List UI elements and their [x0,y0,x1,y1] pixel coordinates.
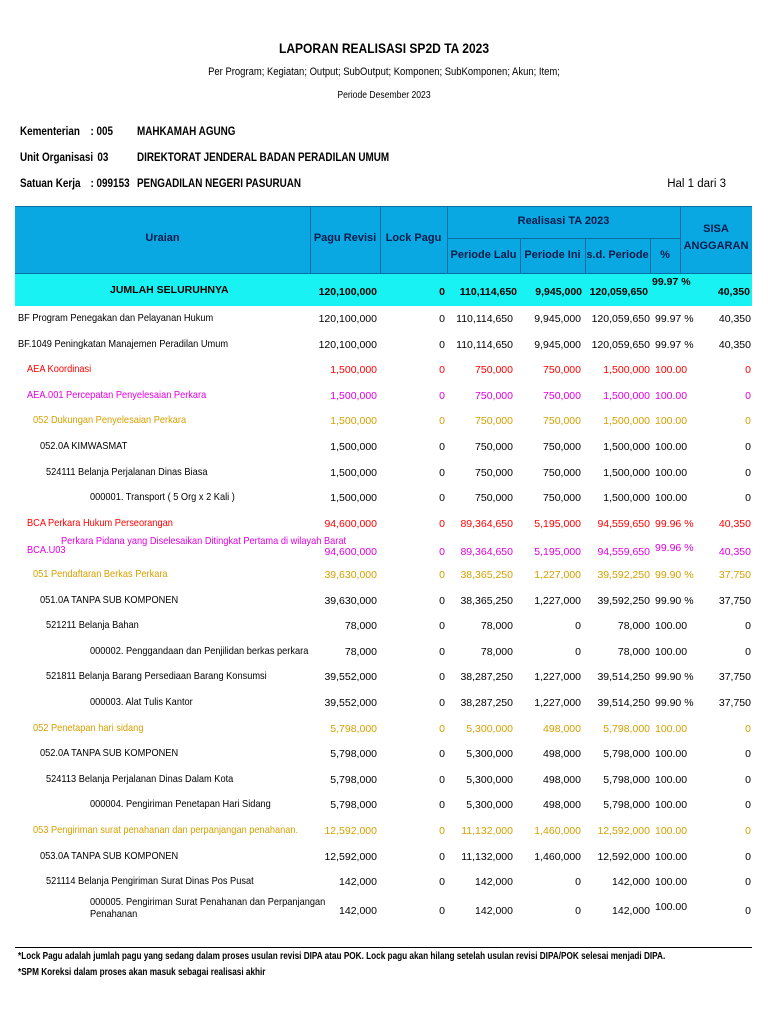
row-lock: 0 [439,441,445,453]
row-pct: 100.00 [655,825,688,837]
footnote-lock-pagu: *Lock Pagu adalah jumlah pagu yang sedang dalam proses usulan revisi DIPA atau POK. Lock pagu akan hilang setelah usulan revisi DIPA/POK selesai menjadi DIPA. [18,951,666,962]
row-lock: 0 [439,620,445,633]
row-ini: 1,460,000 [534,825,581,837]
row-sd: 1,500,000 [603,389,650,402]
row-sd: 120,059,650 [591,338,650,351]
row-sd: 39,514,250 [597,671,650,684]
row-ini: 498,000 [543,799,581,812]
row-ini: 498,000 [543,722,581,735]
row-sd: 39,514,250 [597,697,650,709]
table-row [0,535,768,563]
row-pagu: 5,798,000 [330,773,377,786]
row-uraian: AEA.001 Percepatan Penyelesaian Perkara [27,388,207,401]
row-lalu: 750,000 [475,441,513,453]
row-sisa: 0 [745,825,751,837]
header-sd-periode: s.d. Periode [586,249,649,261]
row-sisa: 0 [745,645,751,658]
row-lalu: 750,000 [475,364,513,377]
row-uraian: 053.0A TANPA SUB KOMPONEN [40,849,179,862]
row-lock: 0 [439,364,445,377]
report-title: LAPORAN REALISASI SP2D TA 2023 [278,40,490,56]
table-row [0,309,768,333]
row-lalu: 142,000 [475,904,513,917]
row-ini: 5,195,000 [534,517,581,530]
row-sisa: 0 [745,364,751,377]
row-sd: 1,500,000 [603,415,650,428]
header-uraian: Uraian [145,232,180,244]
header-pagu-revisi: Pagu Revisi [313,232,377,244]
row-lalu: 38,365,250 [460,569,513,581]
row-sisa: 0 [745,876,751,889]
row-lalu: 5,300,000 [466,773,513,786]
row-uraian: 052 Penetapan hari sidang [33,721,144,734]
row-pagu: 5,798,000 [330,722,377,735]
total-lalu: 110,114,650 [459,286,517,298]
row-pagu: 39,552,000 [324,697,377,709]
report-period: Periode Desember 2023 [337,90,431,101]
kementerian-name: MAHKAMAH AGUNG [136,126,236,138]
row-pct: 99.90 % [655,671,694,684]
row-ini: 0 [575,876,581,889]
total-sd: 120,059,650 [589,286,648,298]
row-sisa: 0 [745,850,751,863]
row-ini: 0 [575,620,581,633]
header-periode-lalu: Periode Lalu [450,249,517,261]
row-pagu: 39,630,000 [324,569,377,581]
row-lock: 0 [439,415,445,428]
row-pct: 99.96 % [655,542,694,555]
row-sisa: 0 [745,620,751,633]
row-pagu: 12,592,000 [324,825,377,837]
row-pagu: 5,798,000 [330,748,377,761]
table-row [0,872,768,896]
header-realisasi: Realisasi TA 2023 [517,215,610,227]
table-row [0,591,768,615]
unit-name: DIREKTORAT JENDERAL BADAN PERADILAN UMUM [136,152,390,164]
row-lalu: 89,364,650 [460,546,513,559]
row-sisa: 40,350 [718,313,751,325]
row-sisa: 0 [745,441,751,453]
header-sisa: SISA [703,223,729,235]
row-sd: 78,000 [617,645,650,658]
row-pct: 100.00 [655,722,688,735]
row-pagu: 78,000 [344,645,377,658]
row-sd: 1,500,000 [603,364,650,377]
total-sisa: 40,350 [717,286,750,298]
row-lalu: 38,365,250 [460,594,513,607]
table-row [0,565,768,589]
row-sd: 142,000 [612,904,650,917]
table-row [0,895,768,922]
report-subtitle: Per Program; Kegiatan; Output; SubOutput; Komponen; SubKomponen; Akun; Item; [208,66,560,78]
row-uraian: 524113 Belanja Perjalanan Dinas Dalam Kota [46,772,234,785]
row-pagu: 142,000 [339,876,377,889]
table-row [0,744,768,768]
row-ini: 1,227,000 [534,569,581,581]
row-pct: 100.00 [655,441,688,453]
row-uraian: 521811 Belanja Barang Persediaan Barang Konsumsi [46,670,267,683]
row-ini: 0 [575,645,581,658]
row-ini: 750,000 [543,492,581,505]
table-row [0,335,768,359]
row-sisa: 0 [745,389,751,402]
row-uraian: 521211 Belanja Bahan [46,619,139,632]
row-pagu: 1,500,000 [330,466,377,479]
row-lock: 0 [439,748,445,761]
row-sisa: 37,750 [718,697,751,709]
table-row [0,719,768,743]
table-row [0,770,768,794]
row-pct: 99.90 % [655,594,694,607]
unit-code: 03 [97,152,109,164]
row-pagu: 5,798,000 [330,799,377,812]
row-lock: 0 [439,876,445,889]
row-sd: 94,559,650 [597,546,650,559]
row-lock: 0 [439,517,445,530]
row-pct: 100.00 [655,364,688,377]
row-pct: 99.97 % [655,338,694,351]
total-pagu: 120,100,000 [318,286,377,298]
row-lock: 0 [439,799,445,812]
row-sd: 1,500,000 [603,492,650,505]
table-row [0,667,768,691]
header-percent: % [660,249,670,261]
row-sisa: 40,350 [718,546,751,559]
table-row [0,821,768,845]
row-ini: 750,000 [543,466,581,479]
row-pct: 100.00 [655,850,688,863]
row-lalu: 78,000 [480,645,513,658]
row-sisa: 40,350 [718,338,751,351]
row-ini: 9,945,000 [534,313,581,325]
header-lock-pagu: Lock Pagu [385,232,442,244]
row-pagu: 1,500,000 [330,492,377,505]
total-row [15,274,752,306]
row-ini: 0 [575,904,581,917]
page-indicator: Hal 1 dari 3 [667,178,726,190]
row-lalu: 5,300,000 [466,722,513,735]
row-uraian: BF Program Penegakan dan Pelayanan Hukum [18,312,214,324]
row-pct: 100.00 [655,389,688,402]
row-ini: 1,460,000 [534,850,581,863]
row-pct: 100.00 [655,799,688,812]
row-lock: 0 [439,546,445,559]
row-lalu: 11,132,000 [461,850,513,863]
row-uraian: 052.0A KIMWASMAT [40,440,128,452]
table-row [0,386,768,410]
row-sd: 142,000 [612,876,650,889]
row-lock: 0 [439,492,445,505]
row-sd: 5,798,000 [603,799,650,812]
row-uraian: AEA Koordinasi [27,363,92,376]
total-label: JUMLAH SELURUHNYA [110,284,229,296]
row-pct: 99.97 % [655,313,694,325]
total-lock: 0 [439,286,445,298]
row-pagu: 39,630,000 [324,594,377,607]
row-sisa: 37,750 [718,671,751,684]
row-uraian: 000005. Pengiriman Surat Penahanan dan Perpanjangan Penahanan [90,895,326,920]
total-ini: 9,945,000 [535,286,582,298]
row-uraian: 052 Dukungan Penyelesaian Perkara [33,414,187,427]
row-pagu: 142,000 [339,904,377,917]
row-ini: 750,000 [543,415,581,428]
row-lock: 0 [439,671,445,684]
row-lock: 0 [439,389,445,402]
row-lalu: 5,300,000 [466,748,513,761]
satker-name: PENGADILAN NEGERI PASURUAN [136,178,302,190]
row-uraian: 000003. Alat Tulis Kantor [90,696,193,708]
row-lalu: 750,000 [475,466,513,479]
row-ini: 1,227,000 [534,594,581,607]
row-pct: 99.96 % [655,517,694,530]
row-ini: 750,000 [543,441,581,453]
row-lalu: 5,300,000 [466,799,513,812]
row-lock: 0 [439,773,445,786]
table-row [0,693,768,717]
row-pct: 100.00 [655,492,688,505]
row-lock: 0 [439,313,445,325]
row-pct: 100.00 [655,620,688,633]
row-lalu: 750,000 [475,389,513,402]
row-pagu: 12,592,000 [324,850,377,863]
row-ini: 498,000 [543,773,581,786]
row-sd: 12,592,000 [597,825,650,837]
row-sd: 1,500,000 [603,441,650,453]
row-sisa: 0 [745,904,751,917]
row-pct: 100.00 [655,773,688,786]
row-sisa: 37,750 [718,594,751,607]
row-sisa: 0 [745,722,751,735]
row-sd: 39,592,250 [597,594,650,607]
table-row [0,795,768,819]
row-lalu: 750,000 [475,492,513,505]
row-sd: 5,798,000 [603,722,650,735]
row-lalu: 38,287,250 [460,671,513,684]
row-pagu: 94,600,000 [324,546,377,559]
row-pagu: 120,100,000 [318,313,377,325]
row-lock: 0 [439,697,445,709]
row-pct: 100.00 [655,645,688,658]
table-row [0,463,768,487]
row-sd: 78,000 [617,620,650,633]
satker-label: Satuan Kerja [20,178,81,190]
row-sisa: 0 [745,799,751,812]
row-pagu: 39,552,000 [324,671,377,684]
row-uraian: BCA.U03 [27,544,66,557]
row-uraian: BF.1049 Peningkatan Manajemen Peradilan Umum [18,337,229,350]
row-pagu: 1,500,000 [330,364,377,377]
table-row [0,437,768,461]
row-sd: 39,592,250 [597,569,650,581]
row-lock: 0 [439,338,445,351]
row-lock: 0 [439,850,445,863]
row-ini: 498,000 [543,748,581,761]
row-uraian: 052.0A TANPA SUB KOMPONEN [40,747,179,760]
row-pct: 99.90 % [655,569,694,581]
satker-code: : 099153 [90,178,130,190]
footnote-spm: *SPM Koreksi dalam proses akan masuk sebagai realisasi akhir [18,967,266,978]
row-ini: 750,000 [543,389,581,402]
row-ini: 5,195,000 [534,546,581,559]
kementerian-label: Kementerian [20,126,80,138]
row-lock: 0 [439,722,445,735]
table-row [0,360,768,384]
row-pct: 100.00 [655,415,688,428]
row-lalu: 142,000 [475,876,513,889]
row-pct: 100.00 [655,900,688,913]
row-sd: 5,798,000 [603,773,650,786]
row-sd: 1,500,000 [603,466,650,479]
row-uraian: 051 Pendaftaran Berkas Perkara [33,568,168,580]
kementerian-code: : 005 [90,126,114,138]
row-uraian: 051.0A TANPA SUB KOMPONEN [40,593,179,606]
row-lock: 0 [439,825,445,837]
row-uraian: 521114 Belanja Pengiriman Surat Dinas Pos Pusat [46,875,254,888]
row-lock: 0 [439,569,445,581]
row-pagu: 94,600,000 [324,517,377,530]
total-pct: 99.97 % [652,276,691,288]
row-pagu: 1,500,000 [330,441,377,453]
header-anggaran: ANGGARAN [683,240,749,252]
row-sd: 12,592,000 [597,850,650,863]
row-ini: 9,945,000 [534,338,581,351]
row-uraian: 000002. Penggandaan dan Penjilidan berkas perkara [90,644,309,657]
row-pagu: 1,500,000 [330,389,377,402]
row-uraian: BCA Perkara Hukum Perseorangan [27,516,173,529]
row-lalu: 38,287,250 [460,697,513,709]
header-periode-ini: Periode Ini [524,249,581,261]
row-sisa: 0 [745,466,751,479]
unit-label: Unit Organisasi [20,152,94,164]
row-pagu: 1,500,000 [330,415,377,428]
table-row [0,488,768,512]
table-header [15,206,752,274]
row-sisa: 0 [745,748,751,761]
row-sd: 5,798,000 [603,748,650,761]
table-row [0,411,768,435]
row-sisa: 37,750 [718,569,751,581]
row-sisa: 0 [745,492,751,505]
row-ini: 1,227,000 [534,697,581,709]
footer-divider [15,947,752,948]
row-uraian: 000001. Transport ( 5 Org x 2 Kali ) [90,491,235,504]
table-row [0,642,768,666]
table-row [0,847,768,871]
row-lalu: 78,000 [480,620,513,633]
row-lock: 0 [439,466,445,479]
row-lock: 0 [439,645,445,658]
table-row [0,616,768,640]
table-row [0,514,768,538]
row-lalu: 11,132,000 [461,825,513,837]
row-sd: 94,559,650 [597,517,650,530]
row-uraian: 524111 Belanja Perjalanan Dinas Biasa [46,465,208,478]
row-ini: 750,000 [543,364,581,377]
row-pagu: 78,000 [344,620,377,633]
row-lock: 0 [439,904,445,917]
row-ini: 1,227,000 [534,671,581,684]
row-lock: 0 [439,594,445,607]
row-lalu: 89,364,650 [460,517,513,530]
row-sisa: 0 [745,773,751,786]
row-pagu: 120,100,000 [318,338,377,351]
row-sd: 120,059,650 [591,313,650,325]
row-lalu: 750,000 [475,415,513,428]
row-uraian-title: Perkara Pidana yang Diselesaikan Ditingkat Pertama di wilayah Barat [61,535,347,548]
row-pct: 100.00 [655,748,688,761]
row-pct: 100.00 [655,876,688,889]
row-uraian: 053 Pengiriman surat penahanan dan perpanjangan penahanan. [33,824,299,836]
row-lalu: 110,114,650 [456,313,513,325]
row-uraian: 000004. Pengiriman Penetapan Hari Sidang [90,798,271,811]
row-lalu: 110,114,650 [456,338,513,351]
row-sisa: 0 [745,415,751,428]
row-sisa: 40,350 [718,517,751,530]
row-pct: 99.90 % [655,697,694,709]
row-pct: 100.00 [655,466,688,479]
